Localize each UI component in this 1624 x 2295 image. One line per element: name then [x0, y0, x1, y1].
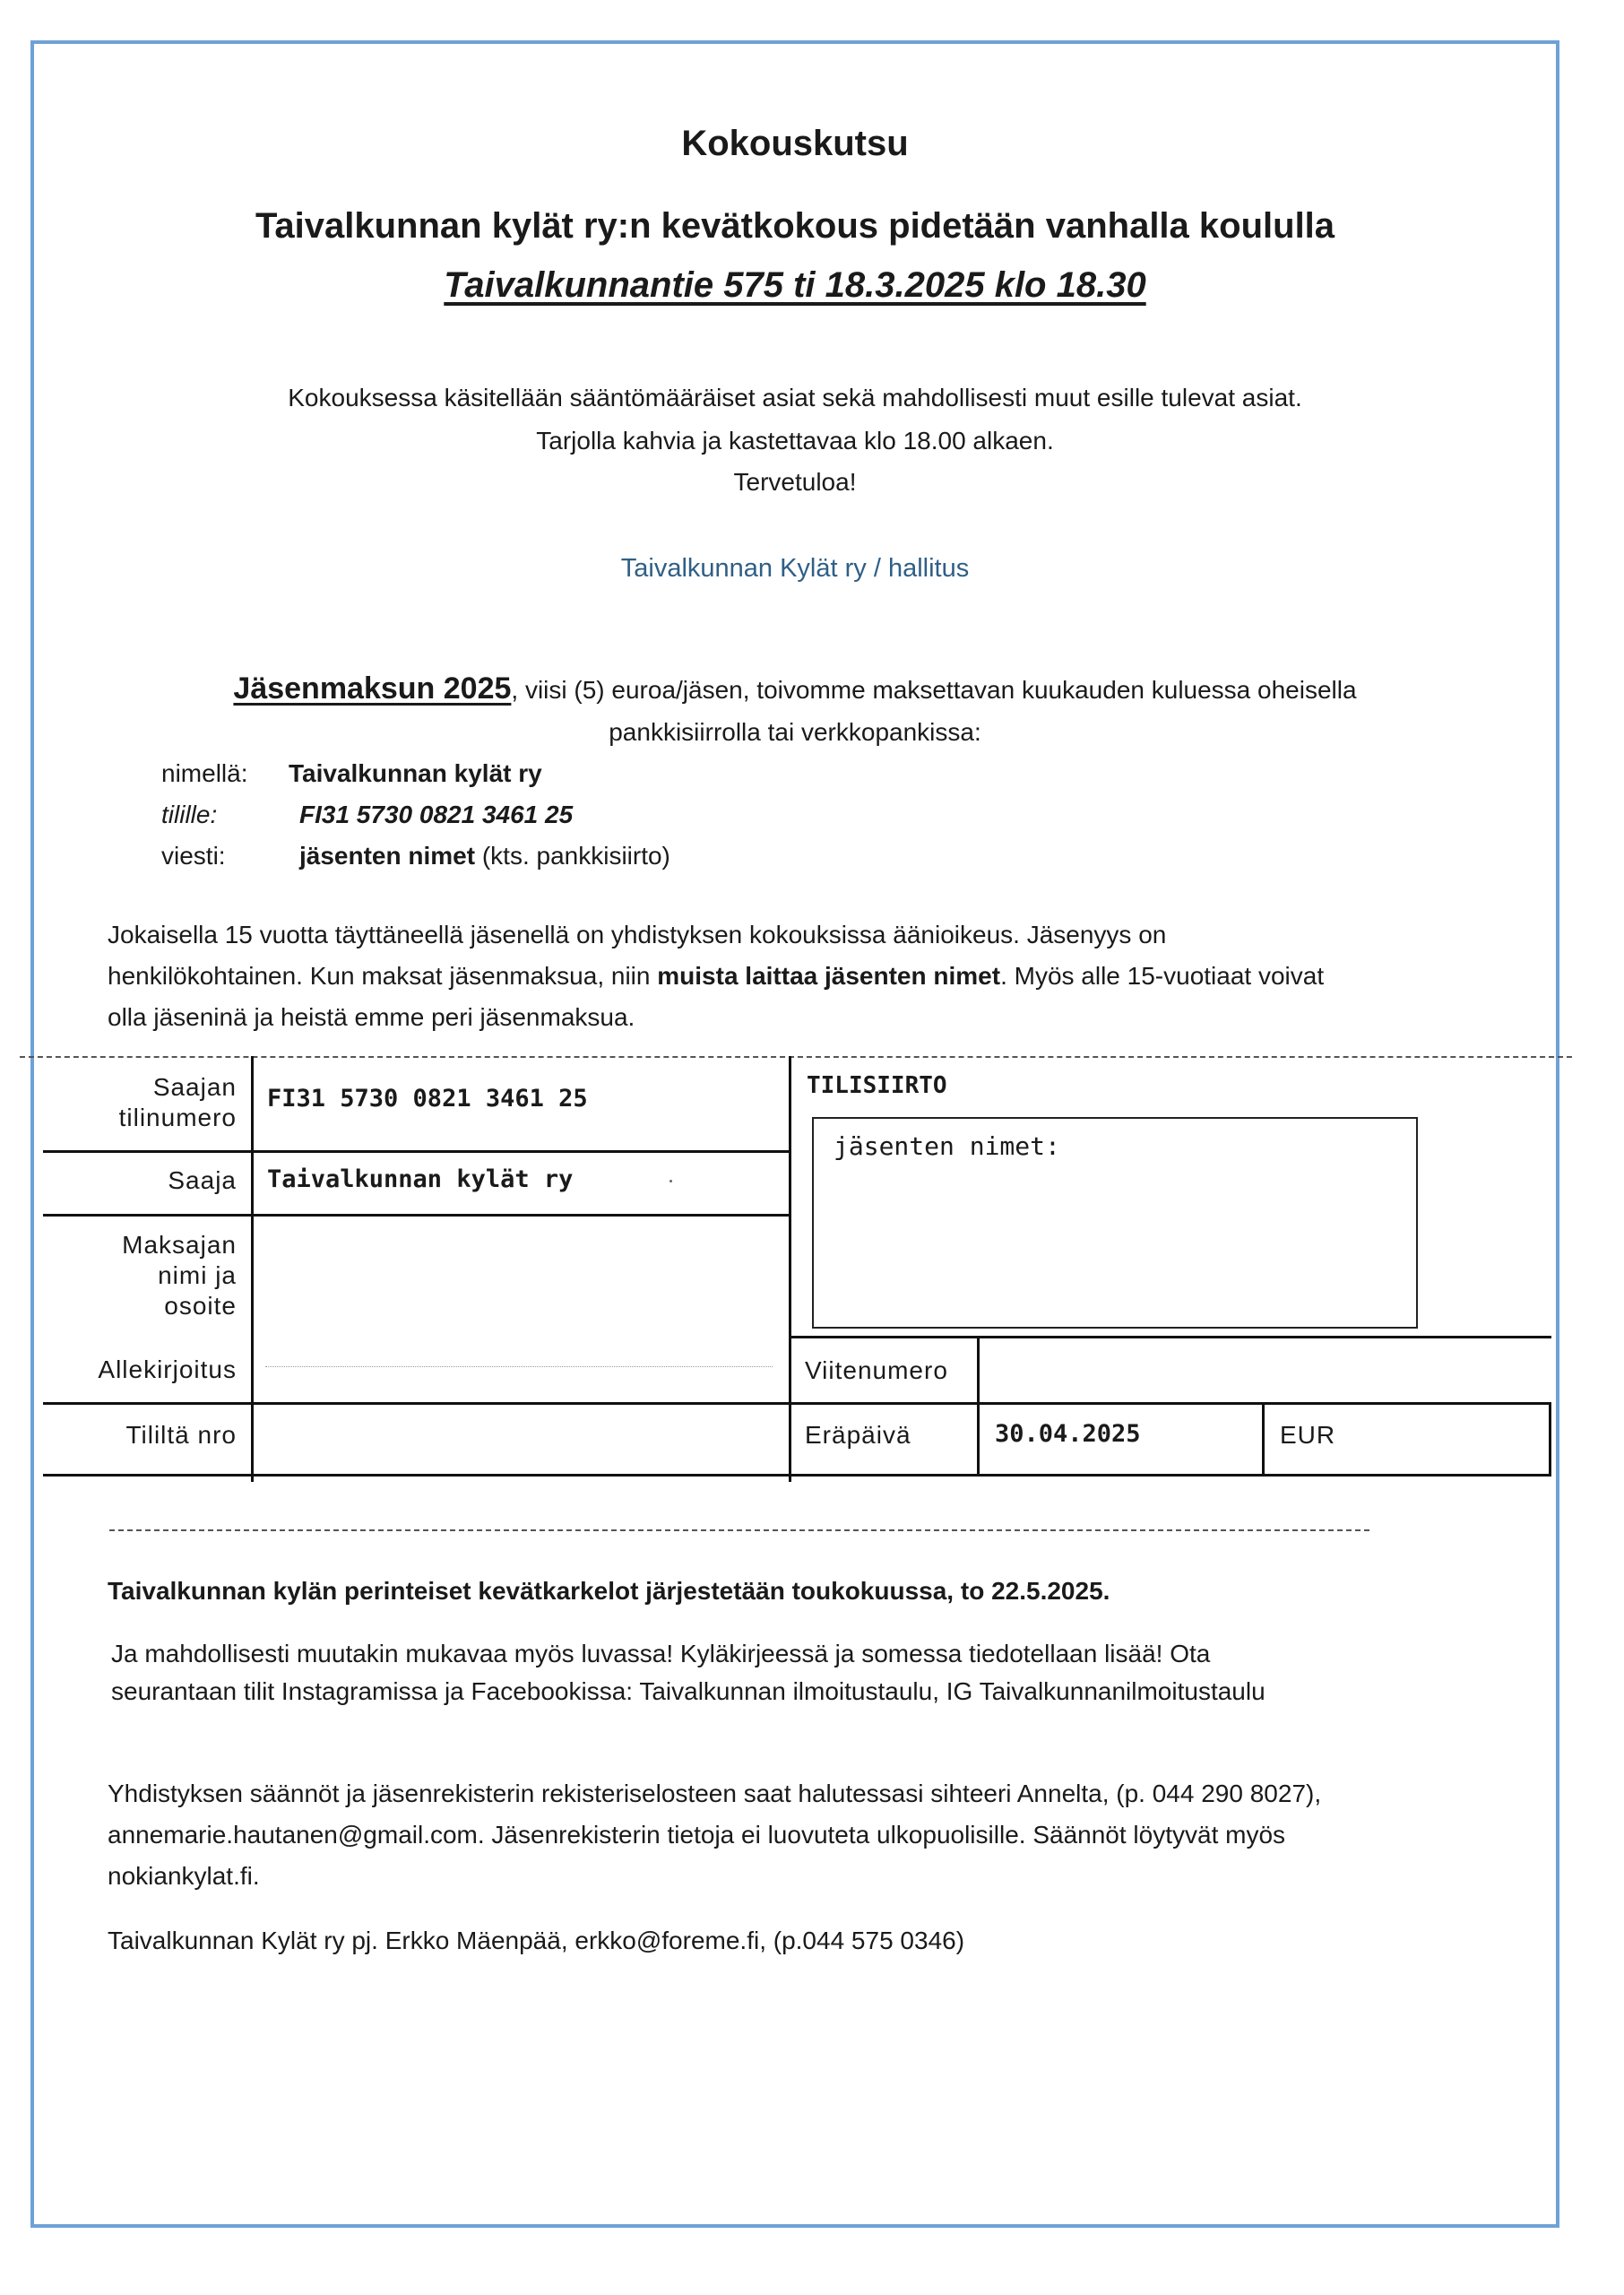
- rules-line-1: Yhdistyksen säännöt ja jäsenrekisterin rekisteriselosteen saat halutessasi sihteeri Annelta, (p. 044 290 8027),: [108, 1780, 1322, 1807]
- rules-line-3: nokiankylat.fi.: [108, 1862, 260, 1890]
- chair-contact: Taivalkunnan Kylät ry pj. Erkko Mäenpää, erkko@foreme.fi, (p.044 575 0346): [108, 1927, 965, 1954]
- giro-right-edge: [1549, 1402, 1551, 1476]
- events-line-1: Ja mahdollisesti muutakin mukavaa myös luvassa! Kyläkirjeessä ja somessa tiedotellaan lisää! Ota: [111, 1640, 1211, 1667]
- recipient-account-label-2: tilinumero: [118, 1104, 237, 1131]
- giro-right-row-line: [789, 1336, 1551, 1338]
- name-label: nimellä:: [161, 759, 248, 787]
- message-line: [299, 836, 670, 877]
- giro-row-line-1: [43, 1150, 790, 1153]
- giro-title: TILISIIRTO: [807, 1072, 947, 1099]
- membership-line-2: pankkisiirrolla tai verkkopankissa:: [609, 718, 981, 746]
- recipient-account-label-1: Saajan: [152, 1073, 237, 1101]
- giro-row-line-3: [43, 1402, 1551, 1405]
- payer-label-3: osoite: [164, 1292, 237, 1320]
- intro-line-1: Kokouksessa käsitellään sääntömääräiset asiat sekä mahdollisesti muut esille tulevat asiat.: [288, 384, 1302, 411]
- account-label: tilille:: [161, 801, 218, 828]
- signature-line: [265, 1366, 773, 1367]
- giro-bottom-line: [43, 1474, 1551, 1477]
- message-box-text: jäsenten nimet:: [834, 1131, 1060, 1161]
- message-note: (kts. pankkisiirto): [481, 842, 670, 870]
- page-title: Kokouskutsu: [681, 124, 909, 163]
- giro-left-divider: [251, 1056, 254, 1482]
- membership-lead-rest: , viisi (5) euroa/jäsen, toivomme maksettavan kuukauden kuluessa oheisella: [511, 676, 1357, 704]
- rules-line-2: annemarie.hautanen@gmail.com. Jäsenrekisterin tietoja ei luovuteta ulkopuolisille. Säännöt löytyvät myös: [108, 1821, 1286, 1849]
- voting-line-3: olla jäseninä ja heistä emme peri jäsenmaksua.: [108, 1003, 635, 1031]
- payer-label: [122, 1230, 237, 1321]
- recipient-label: Saaja: [168, 1166, 237, 1194]
- due-date-value: 30.04.2025: [995, 1420, 1141, 1448]
- payer-label-2: nimi ja: [158, 1261, 237, 1289]
- account-value: FI31 5730 0821 3461 25: [299, 801, 574, 828]
- intro-line-2: Tarjolla kahvia ja kastettavaa klo 18.00 alkaen.: [536, 427, 1054, 455]
- payer-label-1: Maksajan: [122, 1231, 237, 1259]
- recipient-account-label: [119, 1072, 237, 1133]
- membership-line-1: [30, 668, 1559, 711]
- recipient-value: Taivalkunnan kylät ry: [267, 1165, 574, 1193]
- giro-right-divider-2: [1262, 1402, 1265, 1476]
- signature-label: Allekirjoitus: [98, 1355, 237, 1383]
- reference-label: Viitenumero: [805, 1356, 948, 1384]
- giro-middle-divider: [789, 1056, 791, 1482]
- voting-line-2-c: . Myös alle 15-vuotiaat voivat: [1000, 962, 1325, 990]
- membership-lead: Jäsenmaksun 2025: [233, 671, 512, 706]
- voting-line-1: Jokaisella 15 vuotta täyttäneellä jäsenellä on yhdistyksen kokouksissa äänioikeus. Jäsenyys on: [108, 921, 1167, 948]
- from-account-label: Tililtä nro: [125, 1421, 237, 1449]
- board-signature: Taivalkunnan Kylät ry / hallitus: [620, 554, 970, 583]
- currency-label: EUR: [1280, 1421, 1336, 1449]
- meeting-address-date: Taivalkunnantie 575 ti 18.3.2025 klo 18.30: [444, 265, 1146, 305]
- due-date-label: Eräpäivä: [805, 1421, 911, 1449]
- stray-dot: [669, 1180, 672, 1182]
- cut-line-bottom: [109, 1529, 1369, 1531]
- events-line-2: seurantaan tilit Instagramissa ja Facebookissa: Taivalkunnan ilmoitustaulu, IG Taivalkunnanilmoitustaulu: [111, 1677, 1266, 1705]
- voting-line-2-a: henkilökohtainen. Kun maksat jäsenmaksua, niin: [108, 962, 658, 990]
- message-value: jäsenten nimet: [299, 842, 476, 870]
- voting-line-2-b: muista laittaa jäsenten nimet: [657, 962, 1001, 990]
- message-box: [812, 1117, 1418, 1329]
- intro-line-3: Tervetuloa!: [733, 468, 857, 496]
- voting-line-2: [108, 956, 1484, 997]
- giro-row-line-2: [43, 1214, 790, 1217]
- giro-right-divider-1: [977, 1336, 980, 1476]
- meeting-subtitle: Taivalkunnan kylät ry:n kevätkokous pidetään vanhalla koululla: [255, 206, 1335, 246]
- name-value: Taivalkunnan kylät ry: [289, 759, 542, 787]
- recipient-account-value: FI31 5730 0821 3461 25: [267, 1085, 588, 1113]
- events-headline: Taivalkunnan kylän perinteiset kevätkarkelot järjestetään toukokuussa, to 22.5.2025.: [108, 1577, 1110, 1605]
- message-label: viesti:: [161, 842, 226, 870]
